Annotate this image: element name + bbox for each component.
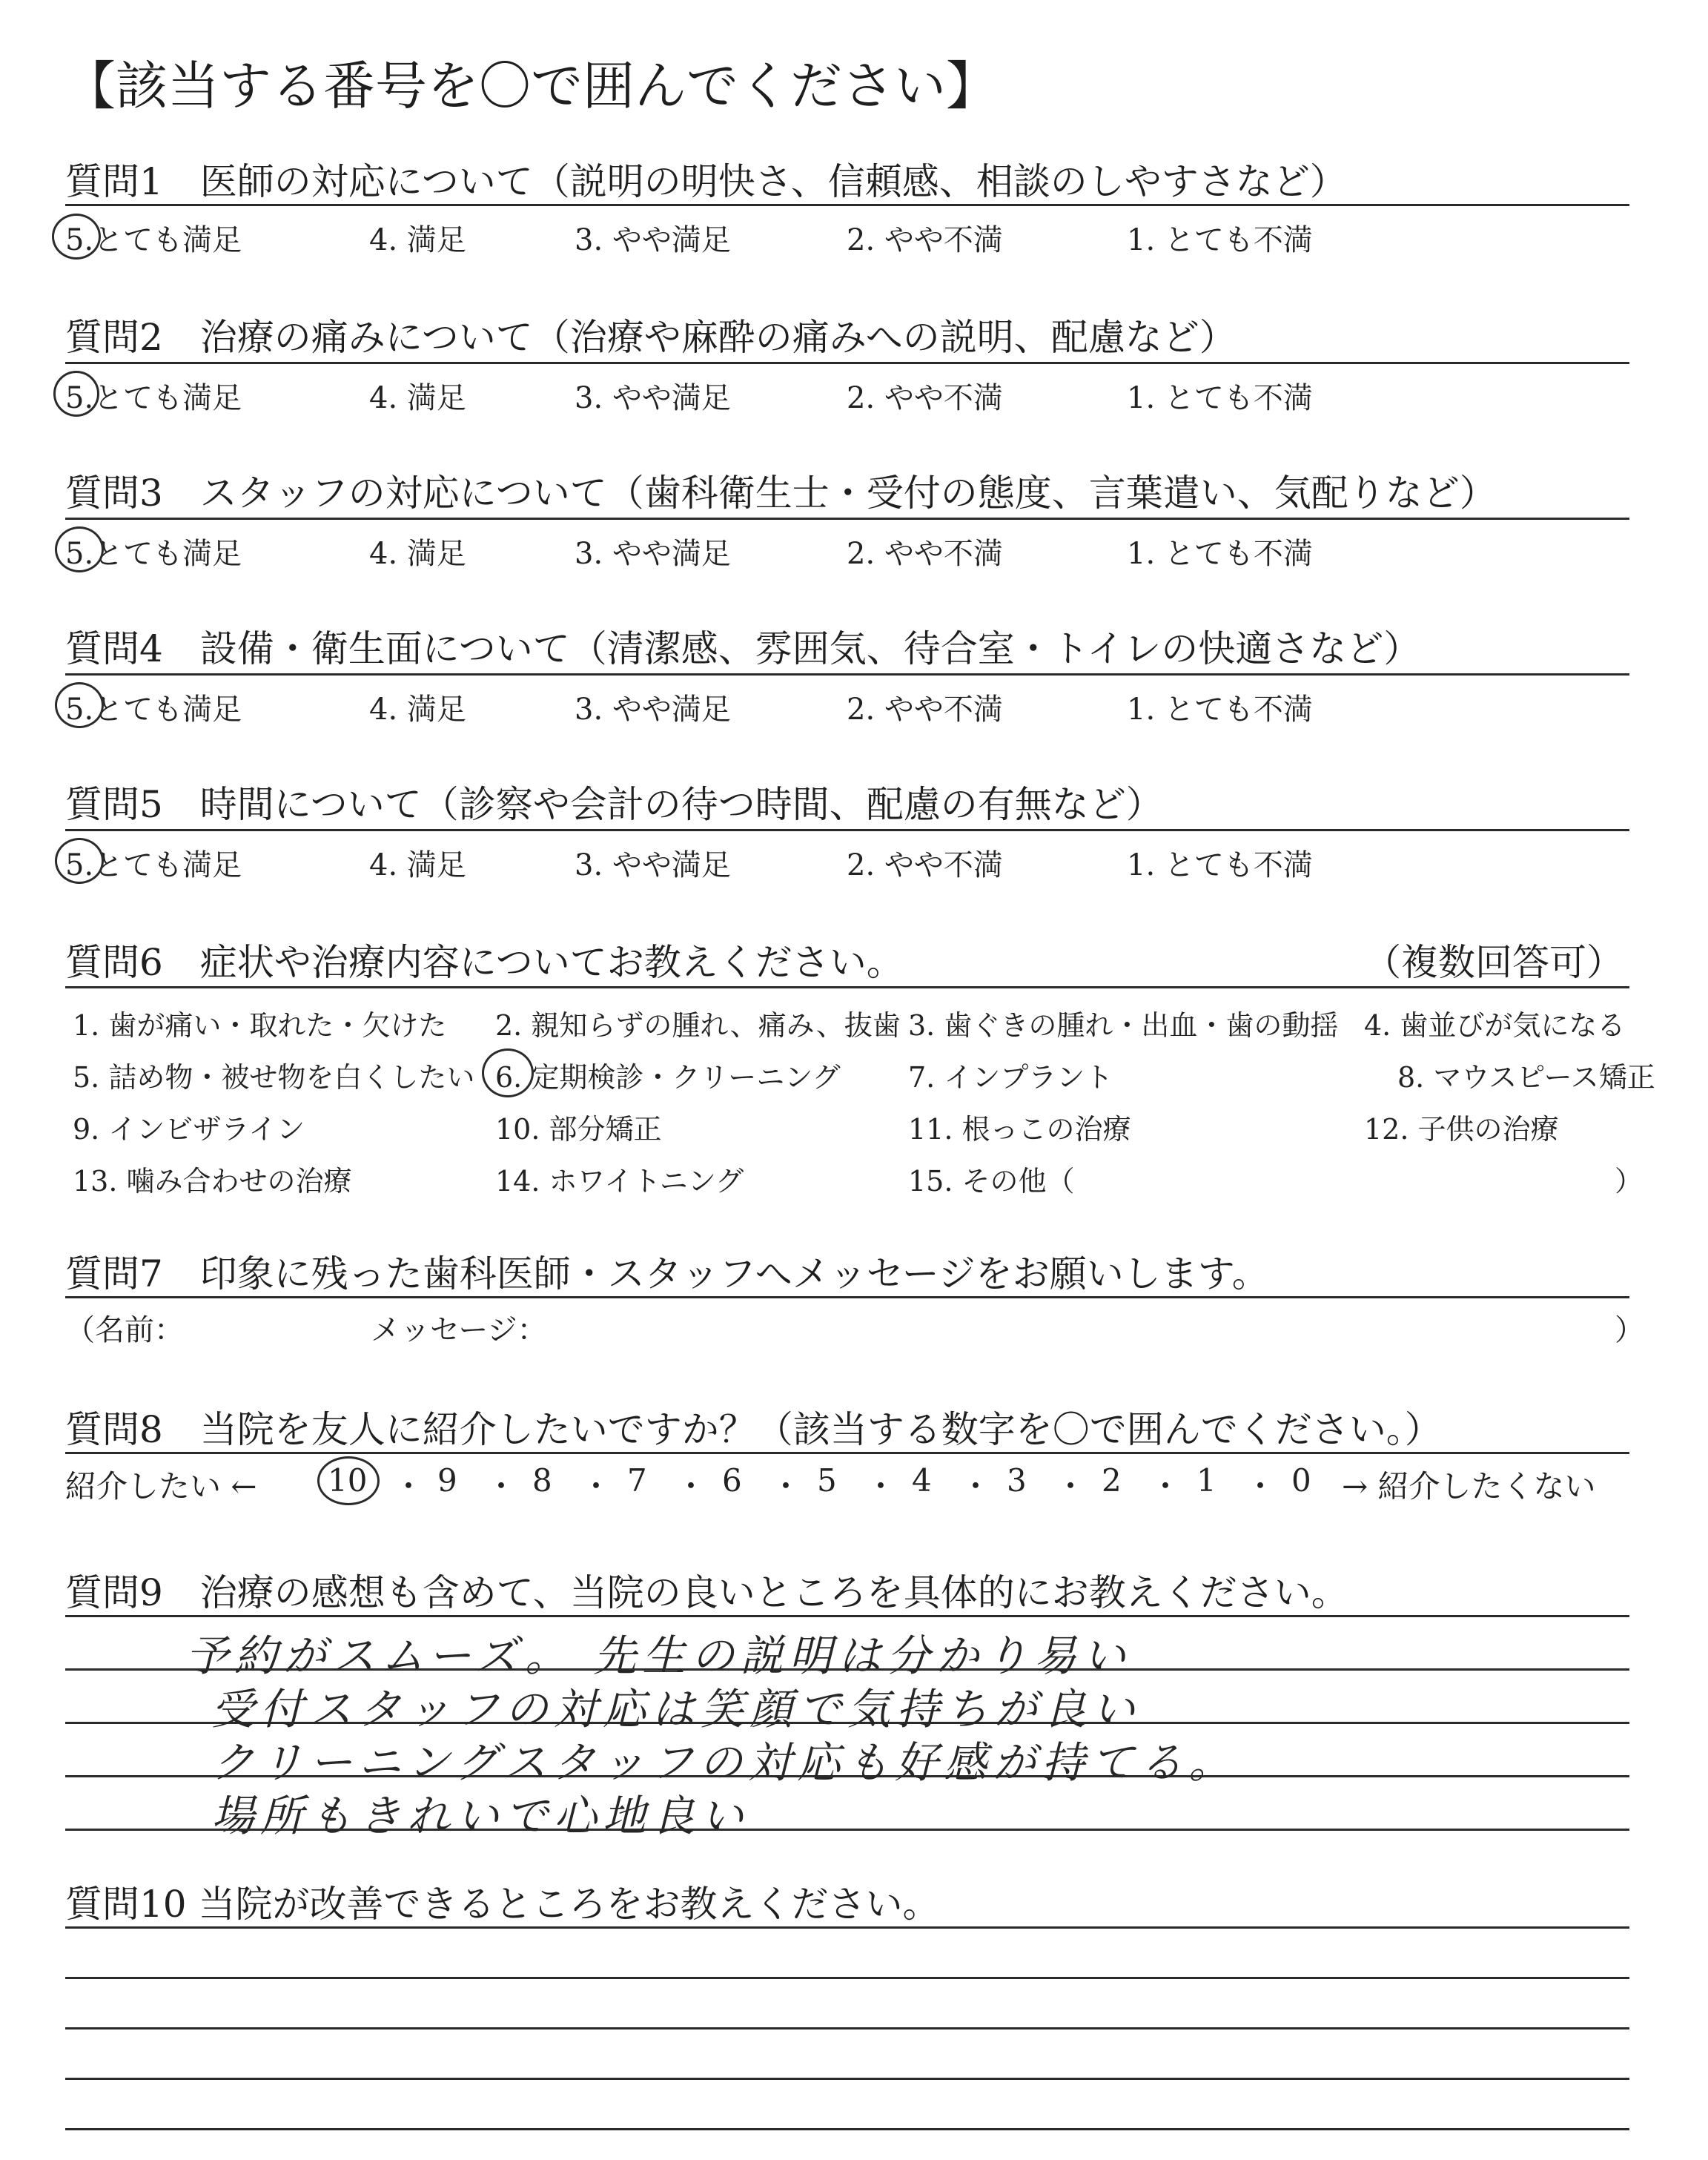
- question-3-title: 質問3 スタッフの対応について（歯科衛生士・受付の態度、言葉遣い、気配りなど）: [65, 472, 1497, 515]
- answer-line: [65, 1615, 1629, 1617]
- option-3[interactable]: 3. やや満足: [575, 693, 731, 727]
- scale-value-6[interactable]: 6: [722, 1462, 742, 1499]
- option-2[interactable]: 2. やや不満: [847, 381, 1003, 415]
- q6-option-8[interactable]: 8. マウスピース矯正: [1397, 1061, 1655, 1094]
- question-9-title: 質問9 治療の感想も含めて、当院の良いところを具体的にお教えください。: [65, 1571, 1348, 1614]
- scale-value-1[interactable]: 1: [1196, 1462, 1217, 1499]
- divider: [65, 362, 1629, 364]
- divider: [65, 829, 1629, 831]
- scale-value-0[interactable]: 0: [1291, 1462, 1311, 1499]
- handwritten-line: 場所もきれいで心地良い: [211, 1791, 750, 1841]
- scale-value-10[interactable]: 10: [328, 1462, 368, 1499]
- answer-line: [65, 2027, 1629, 2029]
- q6-option-6[interactable]: 6. 定期検診・クリーニング: [495, 1061, 841, 1094]
- scale-dot: ・: [675, 1468, 707, 1505]
- scale-dot: ・: [486, 1468, 517, 1505]
- scale-dot: ・: [960, 1468, 992, 1505]
- option-2[interactable]: 2. やや不満: [847, 848, 1003, 882]
- option-2[interactable]: 2. やや不満: [847, 693, 1003, 727]
- option-5[interactable]: 5.とても満足: [65, 693, 242, 727]
- option-5[interactable]: 5.とても満足: [65, 537, 242, 571]
- scale-left-label: 紹介したい ←: [65, 1468, 257, 1505]
- question-1-title: 質問1 医師の対応について（説明の明快さ、信頼感、相談のしやすさなど）: [65, 160, 1347, 203]
- option-4[interactable]: 4. 満足: [369, 223, 466, 257]
- option-1[interactable]: 1. とても不満: [1127, 223, 1313, 257]
- scale-dot: ・: [865, 1468, 897, 1505]
- question-8-title: 質問8 当院を友人に紹介したいですか？（該当する数字を〇で囲んでください。）: [65, 1408, 1442, 1451]
- option-4[interactable]: 4. 満足: [369, 693, 466, 727]
- question-5-title: 質問5 時間について（診察や会計の待つ時間、配慮の有無など）: [65, 783, 1163, 826]
- selection-circle: [317, 1456, 380, 1505]
- scale-dot: ・: [580, 1468, 612, 1505]
- option-5[interactable]: 5.とても満足: [65, 223, 242, 257]
- scale-value-2[interactable]: 2: [1102, 1462, 1122, 1499]
- q6-option-4[interactable]: 4. 歯並びが気になる: [1364, 1009, 1626, 1042]
- handwritten-line: 予約がスムーズ。 先生の説明は分かり易い: [185, 1631, 1132, 1681]
- option-1[interactable]: 1. とても不満: [1127, 848, 1313, 882]
- field-close: ）: [1615, 1313, 1644, 1347]
- scale-value-4[interactable]: 4: [912, 1462, 932, 1499]
- q6-option-12[interactable]: 12. 子供の治療: [1364, 1113, 1559, 1146]
- scale-right-label: → 紹介したくない: [1342, 1468, 1596, 1505]
- question-6-title: 質問6 症状や治療内容についてお教えください。: [65, 941, 904, 984]
- q6-option-9[interactable]: 9. インビザライン: [73, 1113, 305, 1146]
- answer-line: [65, 2128, 1629, 2130]
- divider: [65, 1296, 1629, 1298]
- option-4[interactable]: 4. 満足: [369, 848, 466, 882]
- q6-option-5[interactable]: 5. 詰め物・被せ物を白くしたい: [73, 1061, 475, 1094]
- option-1[interactable]: 1. とても不満: [1127, 537, 1313, 571]
- option-1[interactable]: 1. とても不満: [1127, 693, 1313, 727]
- scale-dot: ・: [1055, 1468, 1087, 1505]
- selection-circle: [52, 214, 101, 260]
- selection-circle: [55, 838, 104, 884]
- name-field-label: （名前：: [65, 1313, 184, 1347]
- option-3[interactable]: 3. やや満足: [575, 223, 731, 257]
- divider: [65, 986, 1629, 988]
- scale-dot: ・: [1150, 1468, 1182, 1505]
- option-4[interactable]: 4. 満足: [369, 537, 466, 571]
- handwritten-line: クリーニングスタッフの対応も好感が持てる。: [211, 1737, 1238, 1788]
- q6-option-11[interactable]: 11. 根っこの治療: [908, 1113, 1131, 1146]
- selection-circle: [55, 682, 104, 728]
- q6-option-10[interactable]: 10. 部分矯正: [495, 1113, 662, 1146]
- q6-other-close: ）: [1615, 1165, 1644, 1198]
- answer-line: [65, 1977, 1629, 1979]
- option-3[interactable]: 3. やや満足: [575, 537, 731, 571]
- option-5[interactable]: 5.とても満足: [65, 848, 242, 882]
- divider: [65, 1452, 1629, 1454]
- selection-circle: [53, 371, 99, 417]
- divider: [65, 673, 1629, 676]
- option-3[interactable]: 3. やや満足: [575, 381, 731, 415]
- page-title: 【該当する番号を〇で囲んでください】: [64, 56, 998, 116]
- handwritten-line: 受付スタッフの対応は笑顔で気持ちが良い: [211, 1684, 1142, 1734]
- answer-line: [65, 1926, 1629, 1929]
- scale-dot: ・: [393, 1468, 425, 1505]
- question-7-title: 質問7 印象に残った歯科医師・スタッフへメッセージをお願いします。: [65, 1252, 1269, 1295]
- multiple-answer-note: （複数回答可）: [1364, 941, 1623, 984]
- q6-option-3[interactable]: 3. 歯ぐきの腫れ・出血・歯の動揺: [908, 1009, 1339, 1042]
- q6-option-15[interactable]: 15. その他（: [908, 1165, 1075, 1198]
- scale-dot: ・: [1245, 1468, 1277, 1505]
- scale-dot: ・: [770, 1468, 802, 1505]
- q6-option-14[interactable]: 14. ホワイトニング: [495, 1165, 744, 1198]
- question-2-title: 質問2 治療の痛みについて（治療や麻酔の痛みへの説明、配慮など）: [65, 316, 1237, 359]
- q6-option-13[interactable]: 13. 噛み合わせの治療: [73, 1165, 352, 1198]
- scale-value-3[interactable]: 3: [1007, 1462, 1027, 1499]
- message-field-label: メッセージ：: [371, 1313, 547, 1347]
- divider: [65, 204, 1629, 206]
- selection-circle: [482, 1048, 534, 1097]
- scale-value-9[interactable]: 9: [437, 1462, 457, 1499]
- option-4[interactable]: 4. 満足: [369, 381, 466, 415]
- divider: [65, 518, 1629, 520]
- option-5[interactable]: 5.とても満足: [65, 381, 242, 415]
- scale-value-8[interactable]: 8: [532, 1462, 552, 1499]
- q6-option-2[interactable]: 2. 親知らずの腫れ、痛み、抜歯: [495, 1009, 901, 1042]
- answer-line: [65, 2078, 1629, 2080]
- q6-option-1[interactable]: 1. 歯が痛い・取れた・欠けた: [73, 1009, 447, 1042]
- option-1[interactable]: 1. とても不満: [1127, 381, 1313, 415]
- scale-value-7[interactable]: 7: [627, 1462, 647, 1499]
- q6-option-7[interactable]: 7. インプラント: [908, 1061, 1113, 1094]
- option-2[interactable]: 2. やや不満: [847, 223, 1003, 257]
- option-3[interactable]: 3. やや満足: [575, 848, 731, 882]
- question-4-title: 質問4 設備・衛生面について（清潔感、雰囲気、待合室・トイレの快適さなど）: [65, 627, 1421, 670]
- scale-value-5[interactable]: 5: [817, 1462, 837, 1499]
- selection-circle: [55, 526, 104, 572]
- option-2[interactable]: 2. やや不満: [847, 537, 1003, 571]
- question-10-title: 質問10 当院が改善できるところをお教えください。: [65, 1883, 940, 1926]
